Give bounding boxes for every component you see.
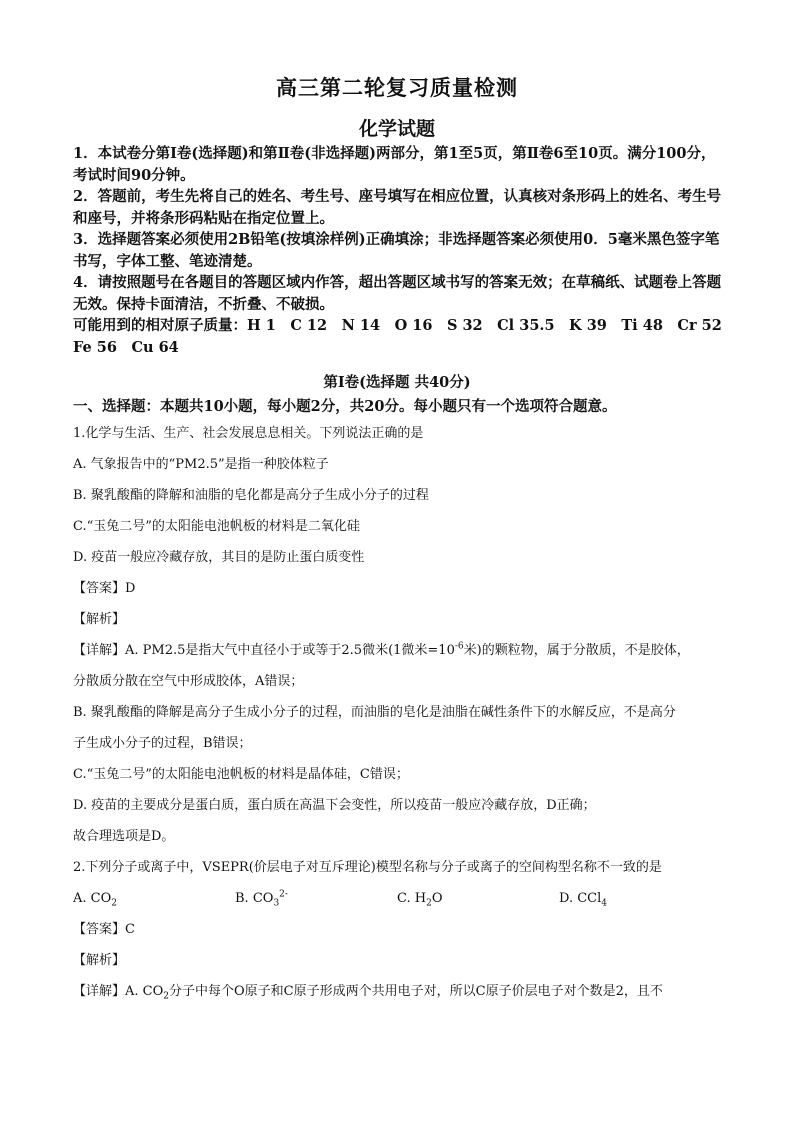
section-heading: 第Ⅰ卷(选择题 共40分) [323,374,471,391]
option-text: A. CO [73,891,112,906]
superscript: 2- [279,889,288,900]
question-body [73,418,733,1007]
detail-text: 米)的颗粒物，属于分散质，不是胶体， [463,643,690,658]
question-2-option-d [559,883,721,914]
exam-instructions [73,143,737,358]
exponent: -6 [454,641,464,652]
question-1-detail-line-1 [73,635,733,666]
question-2-analysis-tag: 【解析】 [73,953,126,968]
section-part-title: 一、选择题：本题共10小题，每小题2分，共20分。每小题只有一个选项符合题意。 [73,398,617,415]
question-1-detail-line-2: 分散质分散在空气中形成胶体，A错误； [73,674,304,689]
option-text: C. H [397,891,427,906]
question-2-stem: 2.下列分子或离子中，VSEPR(价层电子对互斥理论)模型名称与分子或离子的空间构型名称不一致的是 [73,860,662,875]
question-1-option-a: A. 气象报告中的“PM2.5”是指一种胶体粒子 [73,457,329,472]
subscript: 2 [111,898,117,909]
question-1-detail-line-5: C.“玉兔二号”的太阳能电池帆板的材料是晶体硅，C错误； [73,767,409,782]
question-1-option-b: B. 聚乳酸酯的降解和油脂的皂化都是高分子生成小分子的过程 [73,488,429,503]
detail-text: 分子中每个O原子和C原子形成两个共用电子对，所以C原子价层电子对个数是2，且不 [169,984,663,999]
question-2-detail-line-1 [73,976,733,1007]
question-2-answer [73,914,733,945]
answer-value: C [125,922,135,937]
question-1-stem: 1.化学与生活、生产、社会发展息息相关。下列说法正确的是 [73,426,424,441]
question-2-options [73,883,733,914]
question-1-option-d: D. 疫苗一般应冷藏存放，其目的是防止蛋白质变性 [73,550,365,565]
question-1-detail-line-4: 子生成小分子的过程，B错误； [73,736,252,751]
detail-tag: 【详解】 [73,643,126,658]
instruction-2: 2．答题前，考生先将自己的姓名、考生号、座号填写在相应位置，认真核对条形码上的姓名、考生号和座号，并将条形码粘贴在指定位置上。 [73,188,722,227]
question-2-option-b [235,883,397,914]
instruction-1: 1．本试卷分第Ⅰ卷(选择题)和第Ⅱ卷(非选择题)两部分，第1至5页，第Ⅱ卷6至10页。满分100分，考试时间90分钟。 [73,145,716,184]
question-1-answer [73,573,733,604]
subscript: 4 [601,898,608,909]
option-text: B. CO [235,891,274,906]
detail-tag: 【详解】 [73,984,126,999]
option-text: O [431,891,443,906]
subscript: 2 [163,991,170,1002]
answer-tag: 【答案】 [73,581,126,596]
question-1-analysis-tag: 【解析】 [73,612,126,627]
exam-subtitle: 化学试题 [358,118,435,140]
question-1-detail-line-6: D. 疫苗的主要成分是蛋白质，蛋白质在高温下会变性，所以疫苗一般应冷藏存放，D正确； [73,798,596,813]
question-2-option-c [397,883,559,914]
instruction-3: 3．选择题答案必须使用2B铅笔(按填涂样例)正确填涂；非选择题答案必须使用0．5毫米黑色签字笔书写，字体工整、笔迹清楚。 [73,231,720,270]
exam-title: 高三第二轮复习质量检测 [276,75,518,100]
question-2-option-a [73,883,235,914]
answer-value: D [125,581,136,596]
atomic-masses: 可能用到的相对原子质量：H 1 C 12 N 14 O 16 S 32 Cl 35.5 K 39 Ti 48 Cr 52 Fe 56 Cu 64 [73,317,737,356]
detail-text: A. CO [125,984,164,999]
question-1-detail-line-3: B. 聚乳酸酯的降解是高分子生成小分子的过程，而油脂的皂化是油脂在碱性条件下的水解反应，不是高分 [73,705,676,720]
instruction-4: 4．请按照题号在各题目的答题区域内作答，超出答题区域书写的答案无效；在草稿纸、试题卷上答题无效。保持卡面清洁，不折叠、不破损。 [73,274,722,313]
question-1-conclusion: 故合理选项是D。 [73,829,175,844]
question-1-option-c: C.“玉兔二号”的太阳能电池帆板的材料是二氧化硅 [73,519,360,534]
detail-text: A. PM2.5是指大气中直径小于或等于2.5微米(1微米=10 [125,643,455,658]
option-text: D. CCl [559,891,602,906]
answer-tag: 【答案】 [73,922,126,937]
subscript: 3 [273,898,280,909]
subscript: 2 [426,898,432,909]
